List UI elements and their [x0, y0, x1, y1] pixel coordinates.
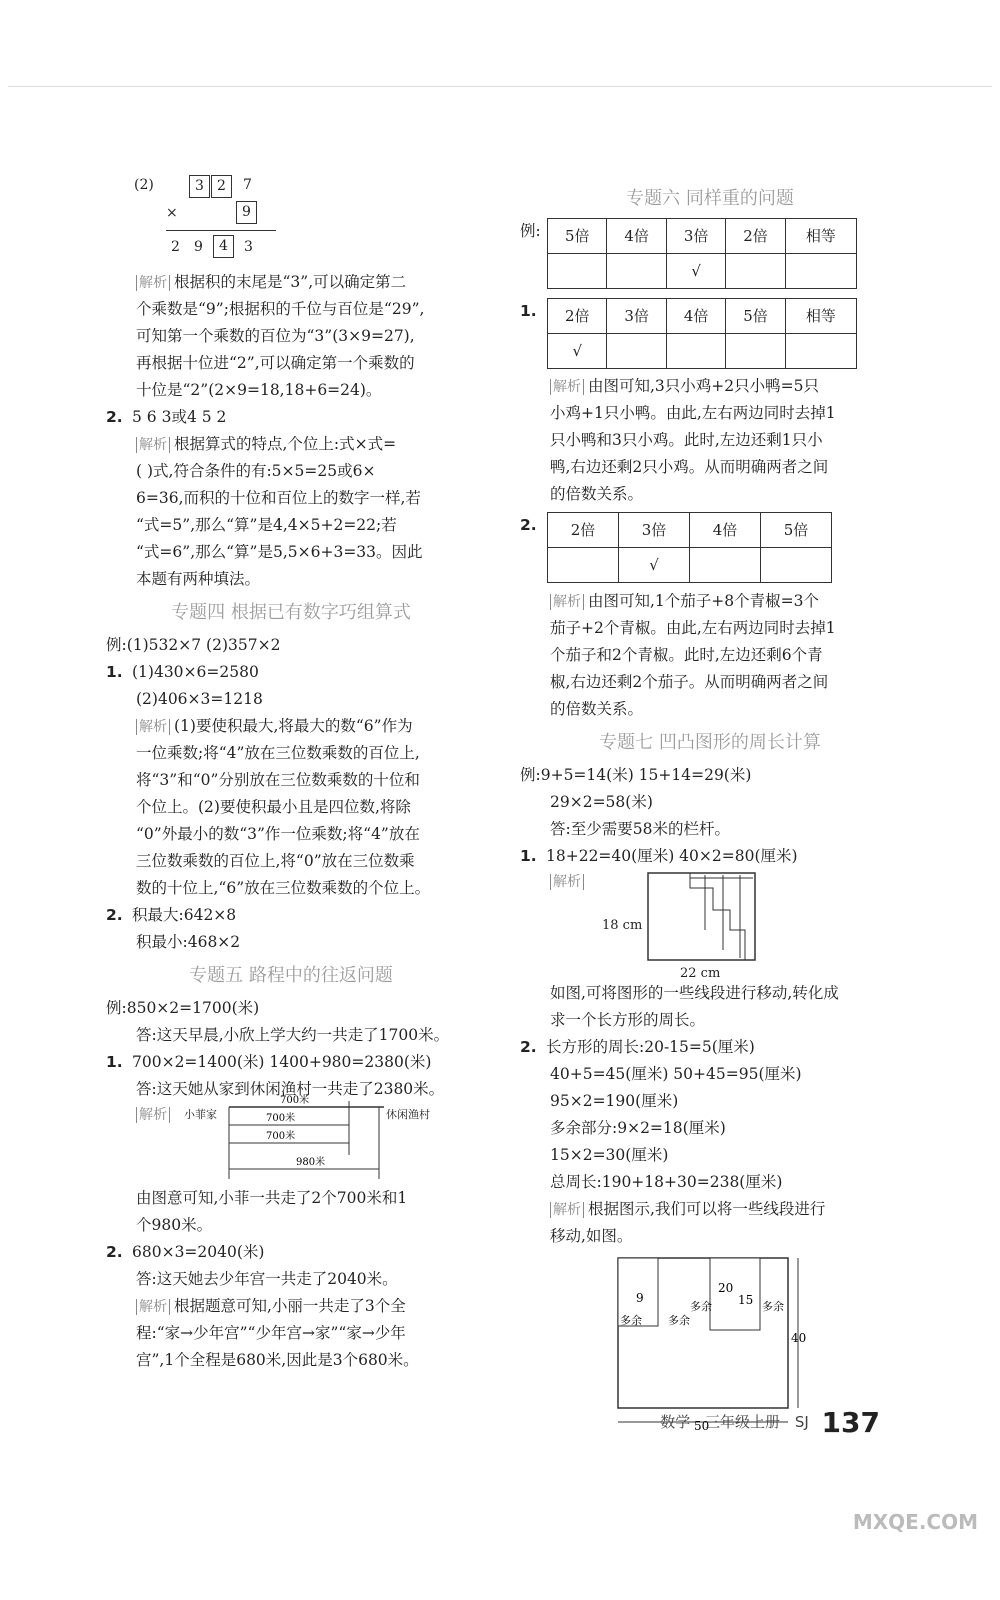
vertical-multiplication — [106, 175, 476, 267]
analysis-tag: 解析 — [550, 1202, 584, 1218]
stair-svg — [645, 870, 760, 965]
rule-line — [166, 230, 276, 231]
analysis: 解析 根据题意可知,小丽一共走了3个全 — [106, 1293, 476, 1320]
home-label: 小菲家 — [184, 1108, 217, 1121]
text-line: “式=5”,那么“算”是4,4×5+2=22;若 — [136, 516, 397, 534]
digit-box: 3 — [189, 175, 210, 198]
example-table: 5倍 4倍 3倍 2倍 相等 √ — [547, 218, 857, 289]
text-line: 的倍数关系。 — [550, 700, 644, 718]
distance-700-top: 700米 — [280, 1095, 310, 1106]
analysis: 解析 根据图示,我们可以将一些线段进行 — [520, 1196, 900, 1223]
text-line: “0”外最小的数“3”作一位乘数;将“4”放在 — [136, 825, 420, 843]
example-line: 例:9+5=14(米) 15+14=29(米) — [520, 766, 752, 784]
question-2: 2. 积最大:642×8 — [106, 906, 237, 924]
analysis: 解析 (1)要使积最大,将最大的数“6”作为 — [106, 713, 476, 740]
text-line: (2)406×3=1218 — [136, 690, 263, 708]
item-label: (2) — [134, 177, 154, 193]
question-2: 2. 680×3=2040(米) — [106, 1243, 265, 1261]
distance-700-back: 700米 — [266, 1131, 296, 1142]
text-line: ( )式,符合条件的有:5×5=25或6× — [136, 462, 376, 480]
text-line: 本题有两种填法。 — [136, 570, 261, 588]
digit-box: 4 — [213, 235, 234, 258]
route-svg — [224, 1093, 389, 1183]
label-extra: 多余 — [762, 1300, 784, 1313]
text-line: 个位上。(2)要使积最小且是四位数,将除 — [136, 798, 411, 816]
section-title: 专题五 路程中的往返问题 — [189, 965, 393, 986]
text-line: 总周长:190+18+30=238(厘米) — [550, 1173, 783, 1191]
digit: 2 — [171, 239, 180, 255]
text-line: 答:至少需要58米的栏杆。 — [550, 820, 730, 838]
label-50: 50 — [694, 1419, 710, 1433]
example-line: 例:850×2=1700(米) — [106, 999, 260, 1017]
analysis: 解析 由图可知,3只小鸡+2只小鸭=5只 — [520, 373, 900, 400]
distance-980: 980米 — [296, 1157, 326, 1168]
example-label: 例: — [520, 222, 541, 240]
label-40: 40 — [791, 1331, 807, 1345]
watermark: MXQE.COM — [852, 1510, 978, 1534]
text-line: 将“3”和“0”分别放在三位数乘数的十位和 — [136, 771, 420, 789]
text-line: 程:“家→少年宫”“少年宫→家”“家→少年 — [136, 1324, 406, 1342]
text-line: 40+5=45(厘米) 50+45=95(厘米) — [550, 1065, 802, 1083]
analysis-tag: 解析 — [136, 437, 170, 453]
text-line: 个980米。 — [136, 1216, 213, 1234]
label-15: 15 — [738, 1293, 754, 1307]
digit: 9 — [194, 239, 203, 255]
table-1-wrap: 1. 2倍 3倍 4倍 5倍 相等 √ — [520, 298, 900, 373]
text-line: 茄子+2个青椒。由此,左右两边同时去掉1 — [550, 619, 836, 637]
question-2: 2. 5 6 3或4 5 2 — [106, 408, 227, 426]
text-line: 的倍数关系。 — [550, 485, 644, 503]
right-column — [520, 185, 900, 1434]
left-column — [106, 175, 476, 1374]
digit: 3 — [244, 239, 253, 255]
check-mark: √ — [548, 334, 607, 369]
text-line: 移动,如图。 — [550, 1227, 633, 1245]
page-footer — [660, 1406, 880, 1439]
distance-700: 700米 — [266, 1113, 296, 1124]
text-line: 答:这天她去少年宫一共走了2040米。 — [136, 1270, 398, 1288]
check-mark: √ — [619, 548, 690, 583]
text-line: 只小鸭和3只小鸡。此时,左边还剩1只小 — [550, 431, 823, 449]
digit-box: 2 — [211, 175, 232, 198]
section-title: 专题七 凹凸图形的周长计算 — [599, 732, 821, 753]
text-line: 求一个长方形的周长。 — [550, 1011, 706, 1029]
text-line: 积最小:468×2 — [136, 933, 241, 951]
analysis-tag: 解析 — [136, 719, 170, 735]
label-extra: 多余 — [668, 1314, 690, 1327]
text-line: 宫”,1个全程是680米,因此是3个680米。 — [136, 1351, 419, 1369]
analysis-tag: 解析 — [136, 275, 170, 291]
footer-grade: 三年级上册 — [705, 1413, 781, 1431]
label-extra: 多余 — [620, 1314, 642, 1327]
analysis-tag: 解析 — [550, 594, 584, 610]
analysis: 解析 根据算式的特点,个位上:式×式= — [106, 431, 476, 458]
example-line: 例:(1)532×7 (2)357×2 — [106, 636, 281, 654]
analysis-tag: 解析 — [550, 379, 584, 395]
times-sign: × — [166, 205, 178, 221]
check-mark: √ — [666, 254, 725, 289]
stair-diagram — [520, 870, 900, 980]
table-2-wrap: 2. 2倍 3倍 4倍 5倍 √ — [520, 512, 900, 588]
text-line: 6=36,而积的十位和百位上的数字一样,若 — [136, 489, 421, 507]
label-20: 20 — [718, 1281, 734, 1295]
text-line: 再根据十位进“2”,可以确定第一个乘数的 — [136, 354, 415, 372]
question-1: 1. 700×2=1400(米) 1400+980=2380(米) — [106, 1053, 432, 1071]
text-line: 如图,可将图形的一些线段进行移动,转化成 — [550, 984, 839, 1002]
footer-subject: 数学 — [660, 1413, 691, 1431]
example-table-wrap — [520, 218, 900, 286]
text-line: 答:这天早晨,小欣上学大约一共走了1700米。 — [136, 1026, 450, 1044]
page-number: 137 — [821, 1406, 880, 1439]
text-line: “式=6”,那么“算”是5,5×6+3=33。因此 — [136, 543, 423, 561]
section-title: 专题六 同样重的问题 — [626, 188, 794, 209]
analysis-tag: 解析 — [136, 1107, 170, 1123]
text-line: 数的十位上,“6”放在三位数乘数的个位上。 — [136, 879, 431, 897]
label-extra: 多余 — [690, 1300, 712, 1313]
text-line: 小鸡+1只小鸭。由此,左右两边同时去掉1 — [550, 404, 836, 422]
digit-box: 9 — [236, 201, 257, 224]
footer-edition: SJ — [794, 1413, 809, 1431]
text-line: 29×2=58(米) — [550, 793, 653, 811]
text-line: 95×2=190(厘米) — [550, 1092, 679, 1110]
text-line: 15×2=30(厘米) — [550, 1146, 669, 1164]
height-label: 18 cm — [602, 918, 643, 933]
analysis: 解析 由图可知,1个茄子+8个青椒=3个 — [520, 588, 900, 615]
village-label: 休闲渔村 — [386, 1108, 430, 1121]
analysis-tag: 解析 — [550, 874, 584, 890]
table-2: 2倍 3倍 4倍 5倍 √ — [547, 512, 832, 583]
question-2: 2. 长方形的周长:20-15=5(厘米) — [520, 1038, 755, 1056]
analysis-tag: 解析 — [136, 1299, 170, 1315]
text-line: 三位数乘数的百位上,将“0”放在三位数乘 — [136, 852, 415, 870]
route-diagram — [106, 1095, 476, 1185]
section-title: 专题四 根据已有数字巧组算式 — [171, 602, 411, 623]
text-line: 多余部分:9×2=18(厘米) — [550, 1119, 726, 1137]
text-line: 可知第一个乘数的百位为“3”(3×9=27), — [136, 327, 415, 345]
text-line: 一位乘数;将“4”放在三位数乘数的百位上, — [136, 744, 420, 762]
text-line: 答:这天她从家到休闲渔村一共走了2380米。 — [136, 1080, 445, 1098]
text-line: 十位是“2”(2×9=18,18+6=24)。 — [136, 381, 382, 399]
text-line: 由图意可知,小菲一共走了2个700米和1 — [136, 1189, 408, 1207]
text-line: 个茄子和2个青椒。此时,左边还剩6个青 — [550, 646, 823, 664]
table-1: 2倍 3倍 4倍 5倍 相等 √ — [547, 298, 857, 369]
text-line: 椒,右边还剩2个茄子。从而明确两者之间 — [550, 673, 829, 691]
analysis: 解析 根据积的末尾是“3”,可以确定第二 — [106, 269, 476, 296]
digit: 7 — [243, 177, 252, 193]
width-label: 22 cm — [680, 966, 721, 981]
label-9: 9 — [636, 1291, 644, 1305]
question-1: 1. (1)430×6=2580 — [106, 663, 259, 681]
text-line: 鸭,右边还剩2只小鸡。从而明确两者之间 — [550, 458, 829, 476]
text-line: 个乘数是“9”;根据积的千位与百位是“29”, — [136, 300, 425, 318]
question-1: 1. 18+22=40(厘米) 40×2=80(厘米) — [520, 847, 798, 865]
